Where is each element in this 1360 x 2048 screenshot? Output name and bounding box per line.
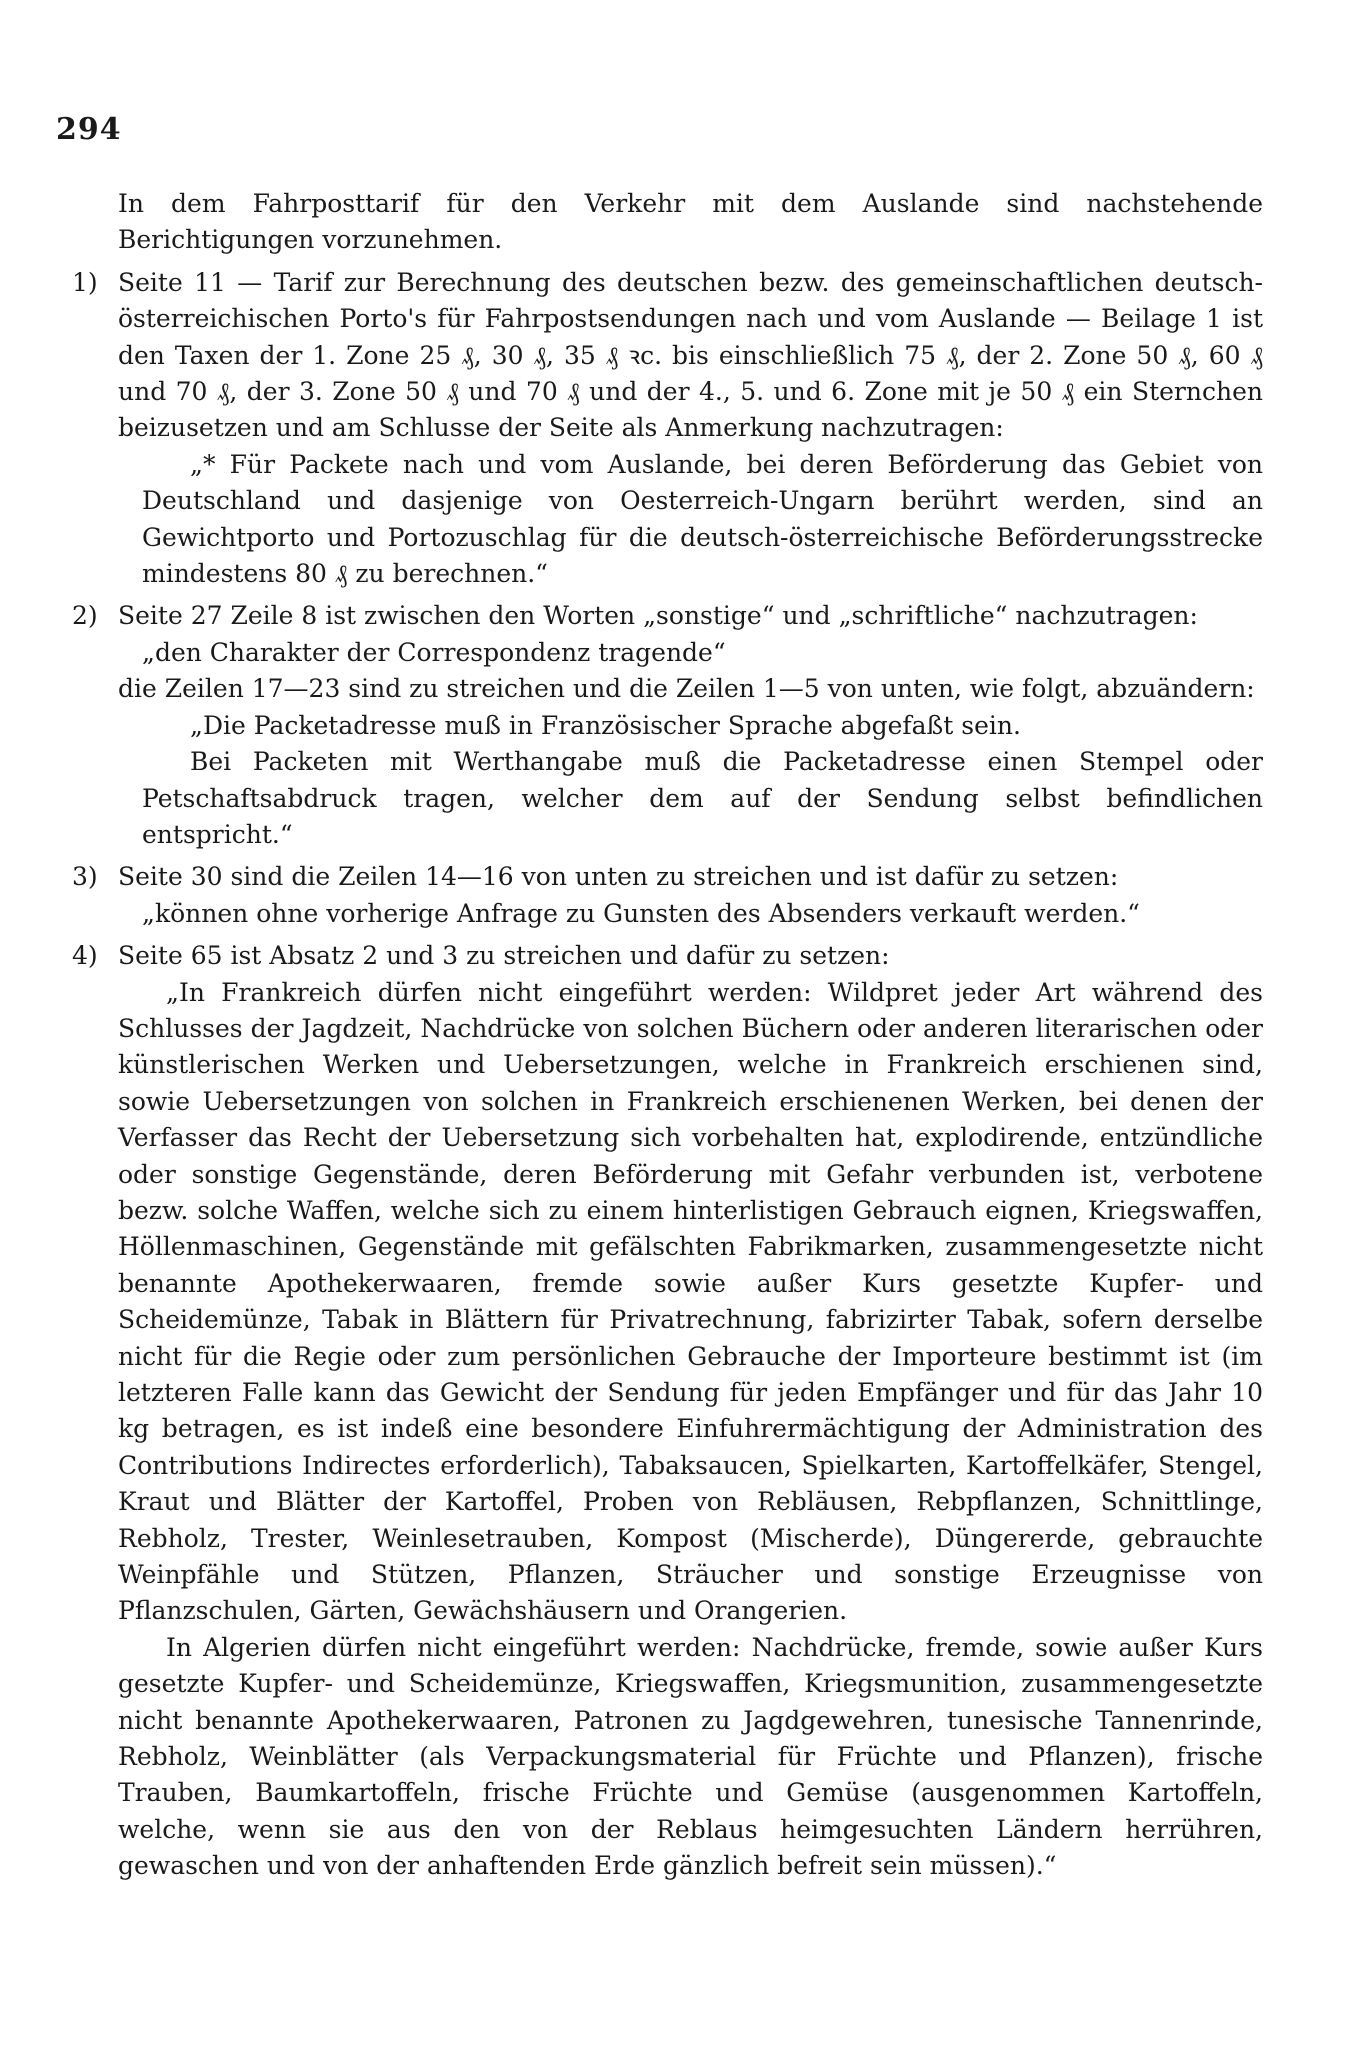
quote-block	[118, 447, 1263, 593]
item-number: 1)	[72, 267, 98, 297]
item-number: 2)	[72, 601, 98, 631]
item-text: Seite 65 ist Absatz 2 und 3 zu streichen und dafür zu setzen:	[118, 941, 890, 971]
item-text-continued: die Zeilen 17—23 sind zu streichen und die Zeilen 1—5 von unten, wie folgt, abzuändern:	[118, 674, 1255, 704]
quote-text: In Algerien dürfen nicht eingeführt werden: Nachdrücke, fremde, sowie außer Kurs gesetzte Kupfer- und Scheidemünze, Kriegswaffen, Kriegsmunition, zusammengesetzte nicht benannte Apothekerwaaren, Patronen zu Jagdgewehren, tunesische Tannenrinde, Rebholz, Weinblätter (als Verpackungsmaterial für Früchte und Pflanzen), frische Trauben, Baumkartoffeln, frische Früchte und Gemüse (ausgenommen Kartoffeln, welche, wenn sie aus den von der Reblaus heimgesuchten Ländern herrühren, gewaschen und von der anhaftenden Erde gänzlich befreit sein müssen).“	[118, 1632, 1263, 1881]
intro-paragraph: In dem Fahrposttarif für den Verkehr mit dem Auslande sind nachstehende Berichtigungen vorzunehmen.	[118, 189, 1263, 255]
quote-text: „* Für Packete nach und vom Auslande, bei deren Beförderung das Gebiet von Deutschland und dasjenige von Oesterreich-Ungarn berührt werden, sind an Gewichtporto und Portozuschlag für die deutsch-österreichische Beförderungsstrecke mindestens 80 ₰ zu berechnen.“	[142, 449, 1263, 589]
page-body	[72, 186, 1263, 1885]
page-number: 294	[56, 112, 122, 147]
quote-text: „können ohne vorherige Anfrage zu Gunsten des Absenders verkauft werden.“	[142, 898, 1140, 928]
quote-text: „Die Packetadresse muß in Französischer Sprache abgefaßt sein.	[190, 710, 1021, 740]
item-text: Seite 11 — Tarif zur Berechnung des deutschen bezw. des gemeinschaftlichen deutsch-österreichischen Porto's für Fahrpostsendungen nach und vom Auslande — Beilage 1 ist den Taxen der 1. Zone 25 ₰, 30 ₰, 35 ₰ ꝛc. bis einschließlich 75 ₰, der 2. Zone 50 ₰, 60 ₰ und 70 ₰, der 3. Zone 50 ₰ und 70 ₰ und der 4., 5. und 6. Zone mit je 50 ₰ ein Sternchen beizusetzen und am Schlusse der Seite als Anmerkung nachzutragen:	[118, 267, 1263, 443]
item-number: 4)	[72, 941, 98, 971]
list-item-3	[72, 859, 1263, 932]
quote-block	[118, 975, 1263, 1885]
list-item-2	[72, 598, 1263, 853]
list-item-4	[72, 938, 1263, 1885]
quote-block	[118, 635, 1263, 671]
quote-block	[118, 896, 1263, 932]
item-number: 3)	[72, 862, 98, 892]
item-text: Seite 30 sind die Zeilen 14—16 von unten zu streichen und ist dafür zu setzen:	[118, 862, 1119, 892]
list-item-1	[72, 265, 1263, 593]
quote-text: „In Frankreich dürfen nicht eingeführt werden: Wildpret jeder Art während des Schlusses der Jagdzeit, Nachdrücke von solchen Büchern oder anderen literarischen oder künstlerischen Werken und Uebersetzungen, welche in Frankreich erschienen sind, sowie Uebersetzungen von solchen in Frankreich erschienenen Werken, bei denen der Verfasser das Recht der Uebersetzung sich vorbehalten hat, explodirende, entzündliche oder sonstige Gegenstände, deren Beförderung mit Gefahr verbunden ist, verbotene bezw. solche Waffen, welche sich zu einem hinterlistigen Gebrauch eignen, Kriegswaffen, Höllenmaschinen, Gegenstände mit gefälschten Fabrikmarken, zusammengesetzte nicht benannte Apothekerwaaren, fremde sowie außer Kurs gesetzte Kupfer- und Scheidemünze, Tabak in Blättern für Privatrechnung, fabrizirter Tabak, sofern derselbe nicht für die Regie oder zum persönlichen Gebrauche der Importeure bestimmt ist (im letzteren Falle kann das Gewicht der Sendung für jeden Empfänger und für das Jahr 10 kg betragen, es ist indeß eine besondere Einfuhrermächtigung der Administration des Contributions Indirectes erforderlich), Tabaksaucen, Spielkarten, Kartoffelkäfer, Stengel, Kraut und Blätter der Kartoffel, Proben von Rebläusen, Rebpflanzen, Schnittlinge, Rebholz, Trester, Weinlesetrauben, Kompost (Mischerde), Düngererde, gebrauchte Weinpfähle und Stützen, Pflanzen, Sträucher und sonstige Erzeugnisse von Pflanzschulen, Gärten, Gewächshäusern und Orangerien.	[118, 977, 1263, 1626]
quote-block	[118, 708, 1263, 854]
quote-text: „den Charakter der Correspondenz tragende“	[142, 637, 726, 667]
quote-text: Bei Packeten mit Werthangabe muß die Packetadresse einen Stempel oder Petschaftsabdruck tragen, welcher dem auf der Sendung selbst befindlichen entspricht.“	[142, 747, 1263, 849]
item-text: Seite 27 Zeile 8 ist zwischen den Worten „sonstige“ und „schriftliche“ nachzutragen:	[118, 601, 1198, 631]
